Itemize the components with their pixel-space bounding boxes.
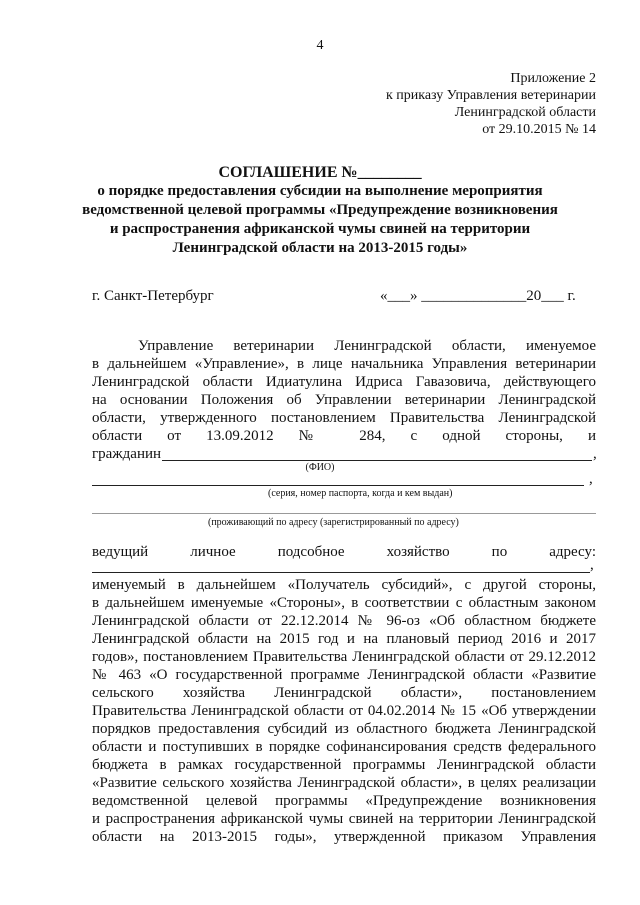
address-field xyxy=(92,513,596,514)
text-line: Ленинградской области на 2015 год и на плановый период 2016 и 2017 xyxy=(92,631,596,647)
document-title: СОГЛАШЕНИЕ №________ xyxy=(218,164,422,181)
text-line: сельского хозяйства Ленинградской области», постановлением xyxy=(92,685,596,701)
document-subtitle xyxy=(0,182,640,258)
text-line: в дальнейшем именуемые «Стороны», в соответствии с областным законом xyxy=(92,595,596,611)
appendix-line: Ленинградской области xyxy=(454,105,596,120)
appendix-line: к приказу Управления ветеринарии xyxy=(385,88,596,103)
farm-address-field xyxy=(92,572,590,573)
passport-field xyxy=(92,485,584,486)
appendix-line: от 29.10.2015 № 14 xyxy=(482,122,596,137)
subtitle-line: Ленинградской области на 2013-2015 годы» xyxy=(172,240,468,256)
page-number: 4 xyxy=(316,38,324,53)
subtitle-line: о порядке предоставления субсидии на выполнение мероприятия xyxy=(97,183,543,199)
agreement-date: «___» ______________20___ г. xyxy=(380,288,576,304)
text-line: порядков предоставления субсидий из областного бюджета Ленинградской xyxy=(92,721,596,737)
subtitle-line: ведомственной целевой программы «Предупреждение возникновения xyxy=(82,202,558,218)
text-line: Правительства Ленинградской области от 04.02.2014 № 15 «Об утверждении xyxy=(92,703,596,719)
text-line: Ленинградской области от 22.12.2014 № 96-оз «Об областном бюджете xyxy=(92,613,596,629)
farm-line: ведущий личное подсобное хозяйство по адресу: xyxy=(92,544,596,560)
text-line: области и поступивших в порядке софинансирования средств федерального xyxy=(92,739,596,755)
farm-comma: , xyxy=(590,557,594,573)
place: г. Санкт-Петербург xyxy=(92,288,214,304)
appendix-line: Приложение 2 xyxy=(510,71,596,86)
address-hint: (проживающий по адресу (зарегистрированный по адресу) xyxy=(208,517,459,528)
citizen-comma: , xyxy=(593,446,597,462)
text-line: области от 13.09.2012 № 284, с одной стороны, и xyxy=(92,428,596,444)
text-line: Управление ветеринарии Ленинградской области, именуемое xyxy=(138,338,596,354)
subtitle-line: и распространения африканской чумы свиней на территории xyxy=(109,221,531,237)
text-line: ведомственной целевой программы «Предупреждение возникновения xyxy=(92,793,596,809)
text-line: в дальнейшем «Управление», в лице начальника Управления ветеринарии xyxy=(92,356,596,372)
fio-hint: (ФИО) xyxy=(305,462,335,473)
passport-hint: (серия, номер паспорта, когда и кем выдан) xyxy=(268,488,453,499)
text-line: «Развитие сельского хозяйства Ленинградской области», в целях реализации xyxy=(92,775,596,791)
citizen-name-field xyxy=(162,460,592,461)
text-line: бюджета в рамках государственной программы Ленинградской области xyxy=(92,757,596,773)
text-line: годов», постановлением Правительства Ленинградской области от 29.12.2012 xyxy=(92,649,596,665)
text-line: Ленинградской области Идиатулина Идриса Гавазовича, действующего xyxy=(92,374,596,390)
appendix-block xyxy=(386,70,596,138)
text-line: области, утвержденного постановлением Правительства Ленинградской xyxy=(92,410,596,426)
text-line: и распространения африканской чумы свиней на территории Ленинградской xyxy=(92,811,596,827)
text-line: области на 2013-2015 годы», утвержденной приказом Управления xyxy=(92,829,596,845)
text-line: на основании Положения об Управлении ветеринарии Ленинградской xyxy=(92,392,596,408)
text-line: № 463 «О государственной программе Ленинградской области «Развитие xyxy=(92,667,596,683)
passport-comma: , xyxy=(589,471,593,487)
citizen-label: гражданин xyxy=(92,446,162,462)
text-line: именуемый в дальнейшем «Получатель субсидий», с другой стороны, xyxy=(92,577,596,593)
